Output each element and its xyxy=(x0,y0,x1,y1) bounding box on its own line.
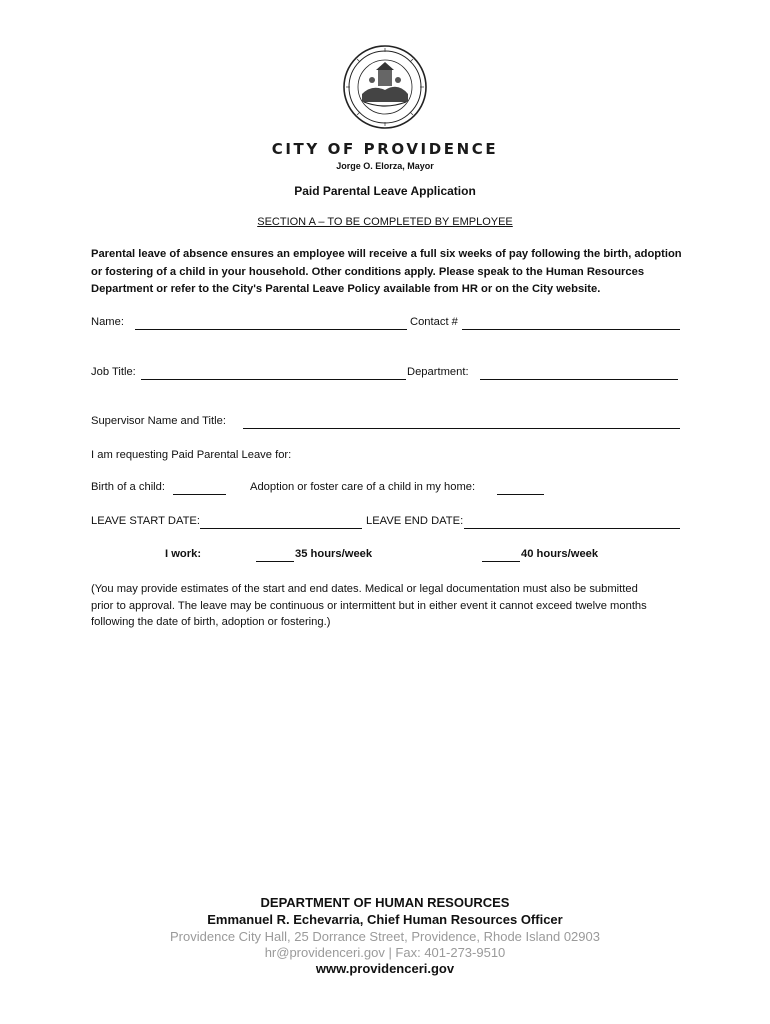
name-row xyxy=(91,316,124,328)
hours40-label: 40 hours/week xyxy=(521,548,599,560)
supervisor-label: Supervisor Name and Title: xyxy=(91,415,226,427)
department-label: Department: xyxy=(407,366,469,378)
requesting-label: I am requesting Paid Parental Leave for: xyxy=(91,449,292,461)
name-label: Name: xyxy=(91,316,124,328)
leave-start-field[interactable] xyxy=(200,515,362,529)
work-label: I work: xyxy=(165,548,202,560)
footer-department: DEPARTMENT OF HUMAN RESOURCES xyxy=(260,895,510,910)
job-title-label: Job Title: xyxy=(91,366,136,378)
birth-checkbox-field[interactable] xyxy=(173,481,226,495)
birth-label: Birth of a child: xyxy=(91,481,165,493)
footer-officer: Emmanuel R. Echevarria, Chief Human Resources Officer xyxy=(207,912,563,927)
mayor-name: Jorge O. Elorza, Mayor xyxy=(336,161,434,171)
name-field[interactable] xyxy=(135,316,407,330)
city-name-header: CITY OF PROVIDENCE xyxy=(271,140,499,158)
hours35-label: 35 hours/week xyxy=(295,548,373,560)
footer-contact: hr@providenceri.gov | Fax: 401-273-9510 xyxy=(264,945,506,960)
contact-field[interactable] xyxy=(462,316,680,330)
adoption-label: Adoption or foster care of a child in my home: xyxy=(250,481,476,493)
hours35-field[interactable] xyxy=(256,548,294,562)
documentation-note: (You may provide estimates of the start and end dates. Medical or legal documentation must also be submitted prior to approval. The leave may be continuous or intermittent but in either event it cannot exceed twelve months following the date of birth, adoption or fostering.) xyxy=(91,583,647,628)
contact-label: Contact # xyxy=(410,316,458,328)
city-seal-logo xyxy=(342,44,428,130)
hours40-field[interactable] xyxy=(482,548,520,562)
adoption-checkbox-field[interactable] xyxy=(497,481,544,495)
department-field[interactable] xyxy=(480,366,678,380)
leave-end-label: LEAVE END DATE: xyxy=(366,515,464,527)
intro-paragraph: Parental leave of absence ensures an employee will receive a full six weeks of pay following the birth, adoption or fostering of a child in your household. Other conditions apply. Please speak to the Human Resources Department or refer to the City's Parental Leave Policy available from HR or on the City website. xyxy=(91,248,682,295)
section-heading: SECTION A – TO BE COMPLETED BY EMPLOYEE xyxy=(257,216,513,228)
leave-start-label: LEAVE START DATE: xyxy=(91,515,201,527)
footer-address: Providence City Hall, 25 Dorrance Street, Providence, Rhode Island 02903 xyxy=(170,929,600,944)
supervisor-field[interactable] xyxy=(243,415,680,429)
job-title-field[interactable] xyxy=(141,366,406,380)
leave-end-field[interactable] xyxy=(464,515,680,529)
form-title: Paid Parental Leave Application xyxy=(294,184,476,198)
footer-website-link[interactable]: www.providenceri.gov xyxy=(315,961,455,976)
